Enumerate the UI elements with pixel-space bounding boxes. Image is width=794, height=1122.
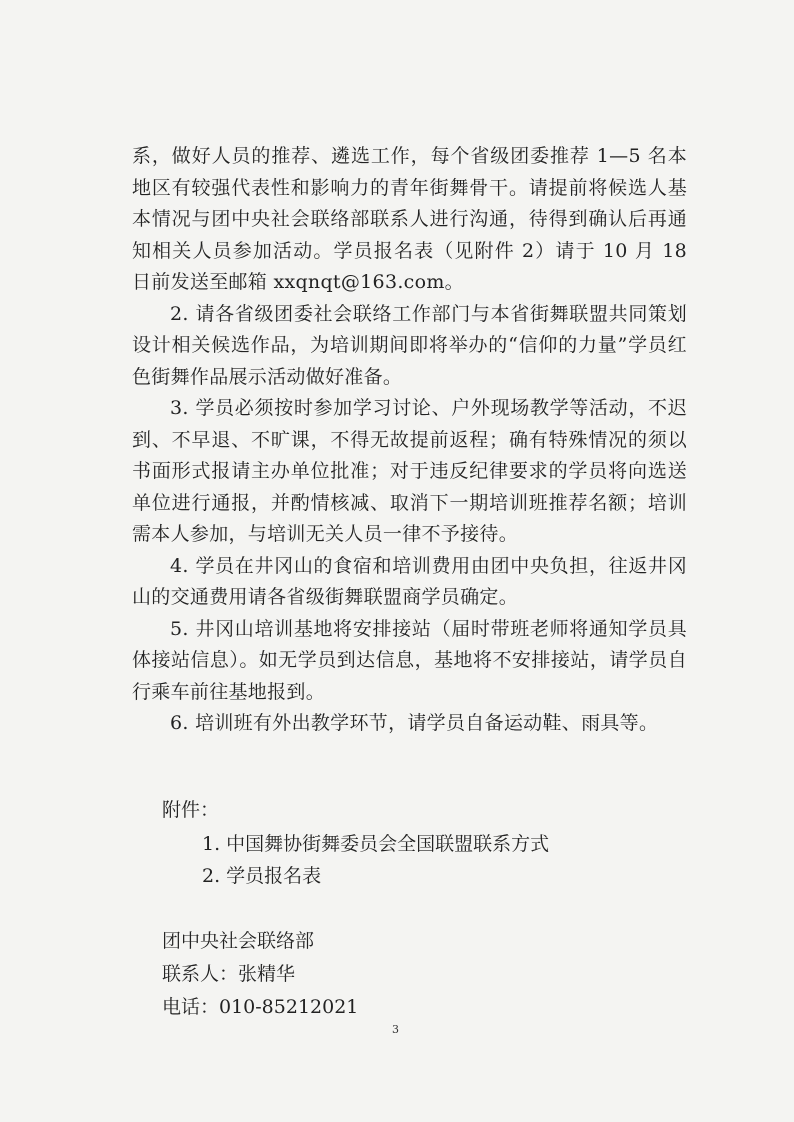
- attachment-item-1: 1. 中国舞协街舞委员会全国联盟联系方式: [202, 833, 550, 855]
- attachments-title: 附件：: [162, 799, 220, 821]
- page-number: 3: [392, 1023, 399, 1036]
- paragraph-item-6: 6. 培训班有外出教学环节，请学员自备运动鞋、雨具等。: [170, 712, 659, 734]
- issuing-department: 团中央社会联络部: [162, 930, 315, 952]
- contact-person: 联系人：张精华: [162, 963, 296, 985]
- paragraph-item-4: 4. 学员在井冈山的食宿和培训费用由团中央负担，往返井冈山的交通费用请各省级街舞联盟商学员确定。: [132, 554, 687, 608]
- signature-section: [162, 925, 562, 1024]
- contact-phone: 电话：010-85212021: [162, 996, 359, 1018]
- paragraph-item-2: 2. 请各省级团委社会联络工作部门与本省街舞联盟共同策划设计相关候选作品，为培训期间即将举办的“信仰的力量”学员红色街舞作品展示活动做好准备。: [132, 302, 687, 388]
- paragraph-continuation: 系，做好人员的推荐、遴选工作，每个省级团委推荐 1—5 名本地区有较强代表性和影响力的青年街舞骨干。请提前将候选人基本情况与团中央社会联络部联系人进行沟通，待得到确认后再通知相关人员参加活动。学员报名表（见附件 2）请于 10 月 18 日前发送至邮箱 xxqnqt@163.com。: [132, 145, 687, 293]
- paragraph-item-3: 3. 学员必须按时参加学习讨论、户外现场教学等活动，不迟到、不早退、不旷课，不得无故提前返程；确有特殊情况的须以书面形式报请主办单位批准；对于违反纪律要求的学员将向选送单位进行通报，并酌情核减、取消下一期培训班推荐名额；培训需本人参加，与培训无关人员一律不予接待。: [132, 397, 687, 545]
- body-text: [132, 141, 687, 740]
- paragraph-item-5: 5. 井冈山培训基地将安排接站（届时带班老师将通知学员具体接站信息）。如无学员到达信息，基地将不安排接站，请学员自行乘车前往基地报到。: [132, 617, 687, 703]
- attachments-section: [162, 795, 682, 892]
- attachment-item-2: 2. 学员报名表: [202, 865, 322, 887]
